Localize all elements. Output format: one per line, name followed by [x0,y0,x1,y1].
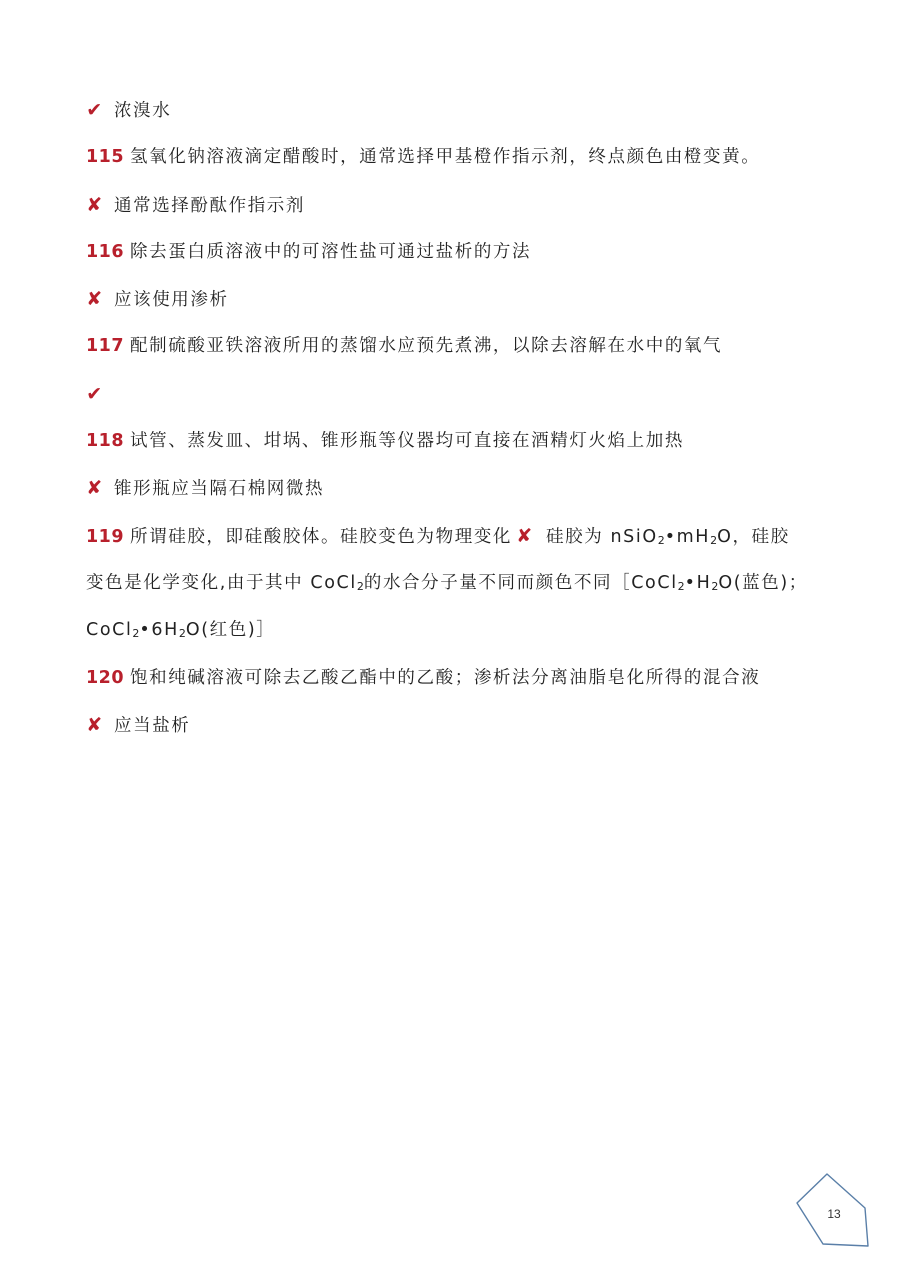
question-text: 所谓硅胶，即硅酸胶体。硅胶变色为物理变化 [130,526,513,547]
explanation-text: O(蓝色)； [718,572,808,593]
question-line [86,330,846,377]
explanation-text: CoCl [86,620,133,641]
question-number: 115 [86,147,125,168]
question-text: 氢氧化钠溶液滴定醋酸时，通常选择甲基橙作指示剂，终点颜色由橙变黄。 [130,147,761,168]
explanation-text: 变色是化学变化,由于其中 CoCl [86,572,357,593]
subscript: 2 [132,627,140,641]
question-line [86,141,846,188]
answer-line [86,472,846,519]
question-text: 饱和纯碱溶液可除去乙酸乙酯中的乙酸；渗析法分离油脂皂化所得的混合液 [130,667,761,688]
subscript: 2 [677,579,685,593]
answer-text: 通常选择酚酞作指示剂 [114,195,305,216]
answer-line [86,94,846,141]
question-number: 117 [86,336,125,357]
question-text: 试管、蒸发皿、坩埚、锥形瓶等仪器均可直接在酒精灯火焰上加热 [130,431,684,452]
question-text: 配制硫酸亚铁溶液所用的蒸馏水应预先煮沸，以除去溶解在水中的氧气 [130,336,723,357]
explanation-text: 的水合分子量不同而颜色不同［CoCl [363,572,678,593]
explanation-text: •mH [664,526,711,547]
check-icon: ✔ [86,382,104,405]
answer-line [86,283,846,330]
question-text: 除去蛋白质溶液中的可溶性盐可通过盐析的方法 [130,241,532,262]
subscript: 2 [711,579,719,593]
answer-text: 浓溴水 [114,101,172,121]
explanation-text: 硅胶为 nSiO [546,526,658,547]
question-line [86,425,846,472]
answer-text: 应该使用渗析 [114,290,229,311]
explanation-line [86,567,846,614]
document-body [86,94,846,756]
question-number: 120 [86,667,125,688]
answer-line [86,709,846,756]
question-number: 118 [86,431,125,452]
cross-icon: ✘ [516,524,534,547]
subscript: 2 [657,533,665,547]
subscript: 2 [178,627,186,641]
subscript: 2 [710,533,718,547]
answer-text: 锥形瓶应当隔石棉网微热 [114,479,325,500]
question-line-119 [86,520,846,567]
cross-icon: ✘ [86,193,104,216]
answer-text: 应当盐析 [114,715,191,736]
cross-icon: ✘ [86,288,104,311]
answer-line [86,189,846,236]
explanation-text: •6H [139,620,179,641]
question-line [86,662,846,709]
answer-line [86,378,846,425]
question-line [86,236,846,283]
cross-icon: ✘ [86,713,104,736]
explanation-text: O，硅胶 [717,526,790,547]
question-number: 116 [86,241,125,262]
explanation-line [86,614,846,661]
explanation-text: •H [684,572,712,593]
page-number: 13 [827,1207,841,1221]
subscript: 2 [356,579,364,593]
explanation-text: O(红色)］ [185,620,276,641]
cross-icon: ✘ [86,477,104,500]
question-number: 119 [86,526,125,547]
check-icon: ✔ [86,99,104,121]
